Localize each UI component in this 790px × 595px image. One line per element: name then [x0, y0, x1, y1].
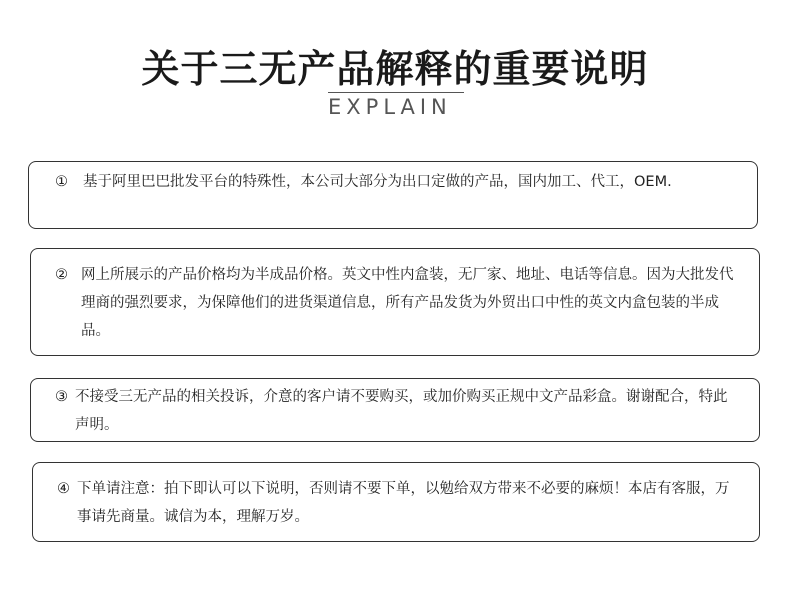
item-number: ④: [57, 481, 70, 497]
page-title: 关于三无产品解释的重要说明: [141, 47, 649, 91]
notice-text: 网上所展示的产品价格均为半成品价格。英文中性内盒装，无厂家、地址、电话等信息。因为大批发代理商的强烈要求，为保障他们的进货渠道信息，所有产品发货为外贸出口中性的英文内盒包装的半成品。: [81, 267, 734, 339]
notice-card-3: [30, 378, 760, 442]
notice-card-4: [32, 462, 760, 542]
notice-text: 不接受三无产品的相关投诉，介意的客户请不要购买，或加价购买正规中文产品彩盒。谢谢配合，特此声明。: [75, 389, 728, 433]
subtitle-block: [328, 92, 464, 119]
notice-card-1: [28, 161, 758, 229]
subtitle-divider: [328, 92, 464, 93]
subtitle: EXPLAIN: [328, 95, 452, 119]
notice-card-2: [30, 248, 760, 356]
item-number: ③: [55, 389, 68, 405]
notice-text: 下单请注意：拍下即认可以下说明，否则请不要下单，以勉给双方带来不必要的麻烦！本店有客服，万事请先商量。诚信为本，理解万岁。: [77, 481, 730, 525]
item-number: ②: [55, 267, 68, 283]
item-number: ①: [55, 174, 68, 190]
notice-text: 基于阿里巴巴批发平台的特殊性，本公司大部分为出口定做的产品，国内加工、代工，OEM.: [83, 174, 672, 190]
